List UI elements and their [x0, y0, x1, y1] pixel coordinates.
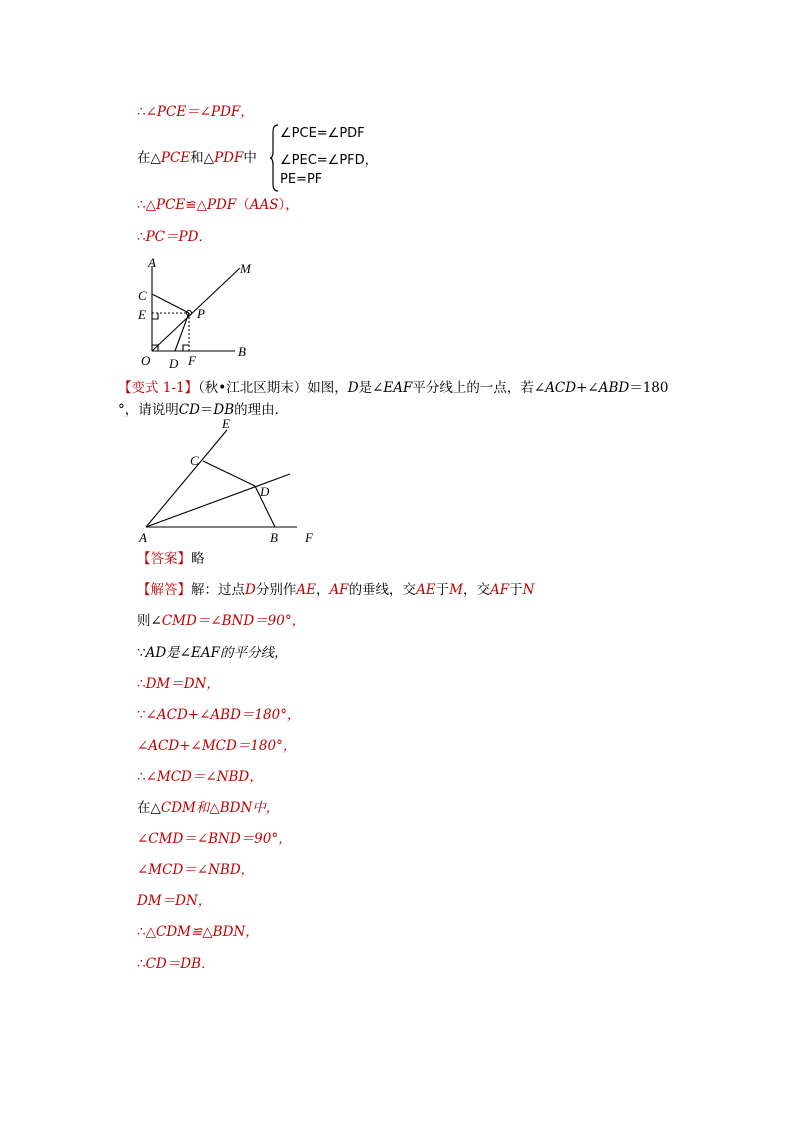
answer-value: 略	[191, 551, 205, 567]
solution-line-2: 在△PCE和△PDF中	[137, 150, 257, 166]
ray-OM	[152, 268, 240, 351]
analysis-tag: 【解答】	[137, 582, 191, 598]
solution-line-1: ∴∠PCE＝∠PDF，	[137, 104, 254, 120]
label-F: F	[188, 353, 196, 368]
analysis-step-1: 则∠CMD＝∠BND＝90°，	[137, 613, 306, 629]
label-B: B	[238, 344, 246, 359]
left-brace	[270, 124, 280, 192]
figure-1	[135, 258, 265, 373]
analysis-step-5: ∠ACD+∠MCD＝180°，	[137, 738, 297, 754]
segment-CD	[203, 461, 255, 486]
variant-tag: 【变式 1-1】	[118, 380, 199, 396]
analysis-step-9: ∠MCD＝∠NBD，	[137, 862, 255, 878]
label-C: C	[138, 288, 147, 303]
solution-line-4: ∴PC＝PD．	[137, 229, 212, 245]
variant-question-line-2: °，请说明CD＝DB的理由．	[118, 402, 289, 418]
analysis-step-6: ∴∠MCD＝∠NBD，	[137, 769, 263, 785]
analysis-step-12: ∴CD＝DB．	[137, 956, 215, 972]
label-A: A	[139, 530, 147, 545]
analysis-step-4: ∵∠ACD+∠ABD＝180°，	[137, 707, 301, 723]
figure-2	[132, 418, 322, 546]
analysis-step-3: ∴DM＝DN，	[137, 676, 220, 692]
label-D: D	[169, 356, 179, 371]
label-B: B	[270, 530, 278, 545]
condition-3: PE=PF	[280, 172, 323, 187]
label-C: C	[190, 453, 199, 468]
analysis-step-10: DM＝DN，	[137, 893, 212, 909]
condition-1: ∠PCE=∠PDF	[280, 126, 365, 141]
analysis-line: 【解答】解：过点D分别作AE，AF的垂线，交AE于M，交AF于N	[137, 582, 535, 598]
label-F: F	[305, 530, 313, 545]
condition-2: ∠PEC=∠PFD，	[280, 153, 378, 168]
right-angle-F	[183, 345, 189, 351]
label-O: O	[141, 353, 151, 368]
answer-tag: 【答案】	[137, 551, 191, 567]
label-A: A	[148, 258, 156, 270]
label-M: M	[240, 261, 251, 276]
label-P: P	[197, 306, 205, 321]
label-D: D	[260, 484, 270, 499]
answer-line	[137, 550, 205, 568]
solution-line-3: ∴△PCE≌△PDF（AAS），	[137, 197, 299, 213]
variant-question-line-1: 【变式 1-1】（秋•江北区期末）如图，D是∠EAF平分线上的一点，若∠ACD+∠ABD＝180	[118, 380, 669, 396]
congruence-conditions	[270, 124, 430, 192]
analysis-step-2: ∵AD是∠EAF的平分线，	[137, 645, 288, 661]
analysis-step-8: ∠CMD＝∠BND＝90°，	[137, 831, 292, 847]
label-E: E	[138, 307, 146, 322]
analysis-step-11: ∴△CDM≌△BDN，	[137, 924, 259, 940]
label-E: E	[222, 418, 230, 431]
analysis-step-7: 在△CDM和△BDN中，	[137, 800, 280, 816]
right-angle-E	[152, 313, 158, 319]
segment-CP	[152, 294, 189, 313]
